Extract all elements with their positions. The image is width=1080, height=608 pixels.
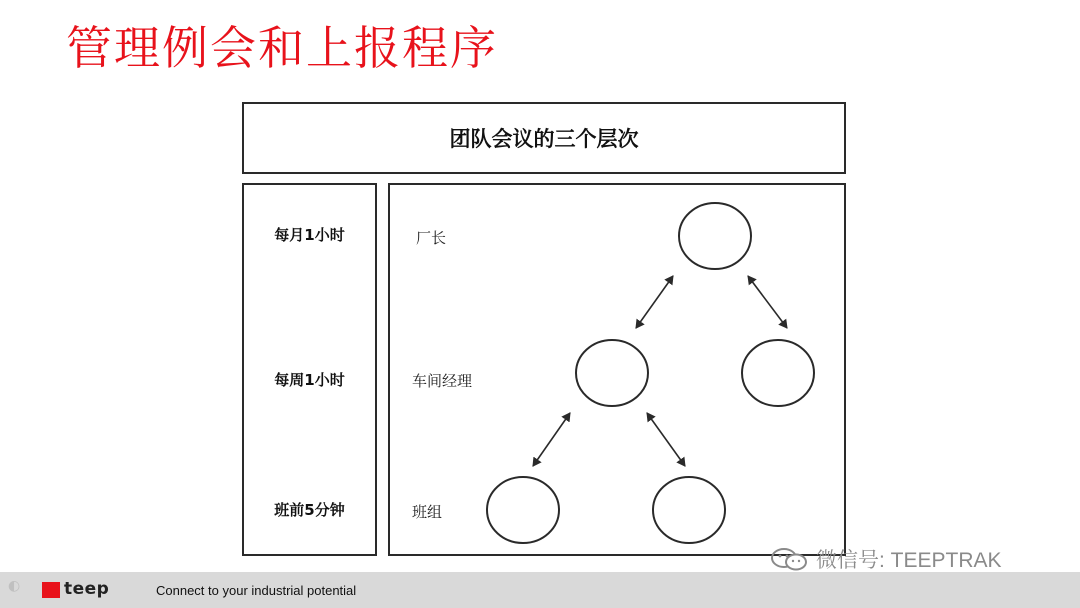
level-team: 班组 [412,503,443,521]
brand-logo-icon [42,582,60,598]
corner-logo-icon: ◐ [8,578,21,594]
frequency-monthly: 每月1小时 [274,226,345,244]
slide-title: 管理例会和上报程序 [66,21,498,75]
diagram-header: 团队会议的三个层次 [449,127,639,151]
level-plant-manager: 厂长 [416,229,447,247]
wechat-icon [770,547,808,571]
frequency-column [242,183,377,556]
watermark-text: 微信号: TEEPTRAK [816,549,1002,572]
level-workshop-manager: 车间经理 [412,372,473,390]
frequency-weekly: 每周1小时 [274,371,345,389]
diagram-header-box [242,102,846,174]
brand-name: teep [64,579,110,599]
hierarchy-panel [388,183,846,556]
wechat-watermark [770,544,1002,574]
frequency-pre-shift: 班前5分钟 [274,501,345,519]
footer-tagline: Connect to your industrial potential [156,583,357,598]
